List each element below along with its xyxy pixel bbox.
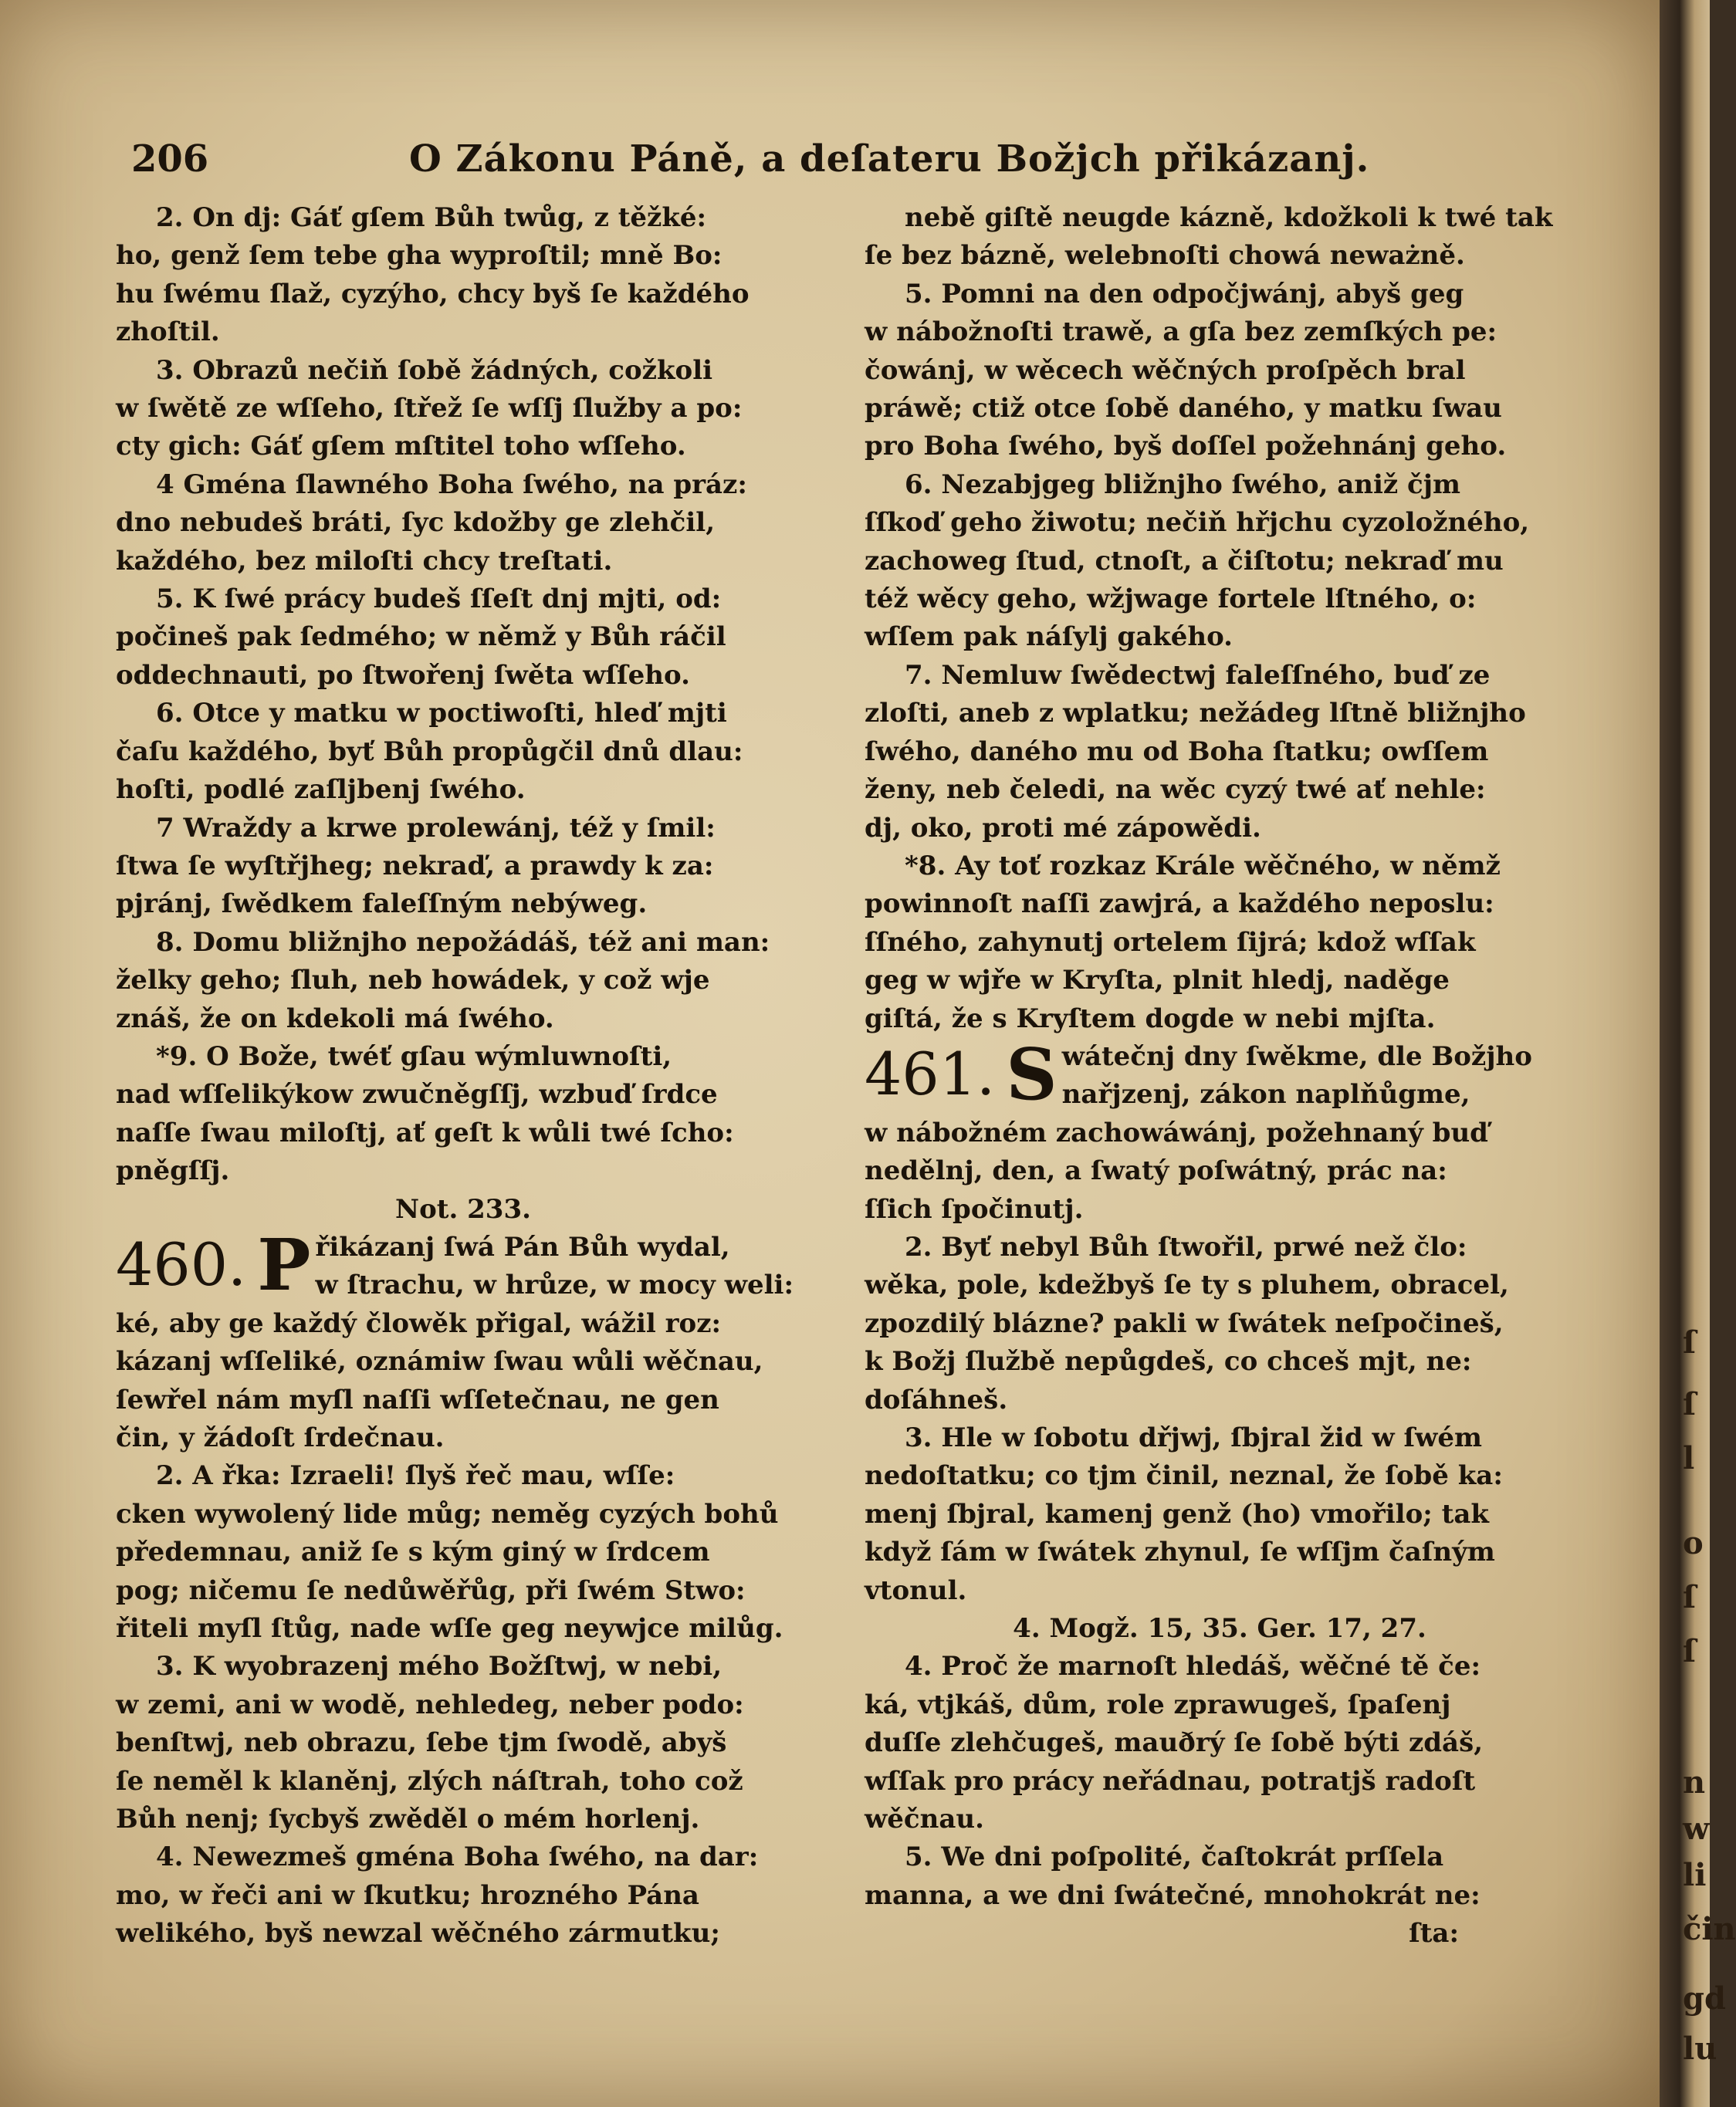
text-line: 7. Nemluw ſwědectwj faleſſného, buď ze — [905, 659, 1491, 691]
text-line: 4. Proč že marnoſt hledáš, wěčné tě če: — [905, 1651, 1481, 1683]
text-line: k Božj ſlužbě nepůgdeš, co chceš mjt, ne: — [865, 1346, 1472, 1378]
text-line: oddechnauti, po ſtwořenj ſwěta wſſeho. — [116, 659, 690, 691]
page-number: 206 — [131, 137, 209, 181]
text-line: welikého, byš newzal wěčného zármutku; — [116, 1918, 720, 1950]
text-line: 3. Obrazů nečiň ſobě žádných, cožkoli — [156, 354, 713, 386]
text-line: ſſich ſpočinutj. — [865, 1193, 1084, 1225]
text-line: hoſti, podlé zaſljbenj ſwého. — [116, 774, 526, 806]
text-line: 8. Domu bližnjho nepožádáš, též ani man: — [156, 926, 770, 958]
text-line: nad wſſelikýkow zwučněgſſj, wzbuď ſrdce — [116, 1079, 718, 1111]
text-line: wěčnau. — [865, 1804, 984, 1835]
text-line: w ſwětě ze wſſeho, ſtřež ſe wſſj ſlužby a po: — [116, 393, 743, 424]
text-line: 3. K wyobrazenj mého Božſtwj, w nebi, — [156, 1651, 722, 1683]
facing-page-fragment: l — [1683, 1440, 1695, 1476]
text-line: ſwého, daného mu od Boha ſtatku; owſſem — [865, 736, 1489, 767]
facing-page-fragment: w — [1683, 1811, 1710, 1847]
verse-paragraph — [116, 1457, 810, 1648]
text-line: *8. Ay toť rozkaz Krále wěčného, w němž — [905, 850, 1501, 881]
text-line: pněgſſj. — [116, 1155, 230, 1187]
text-line: vtonul. — [865, 1574, 967, 1606]
facing-page-fragment: ſ — [1683, 1386, 1697, 1422]
facing-page-fragment: lu — [1683, 2031, 1717, 2067]
verse-paragraph — [116, 352, 810, 466]
hymn-line: nařjzenj, zákon naplňůgme, — [1061, 1079, 1470, 1111]
text-line: dno nebudeš bráti, ſyc kdožby ge zlehčil, — [116, 507, 716, 539]
right-column — [865, 199, 1575, 1953]
text-line: též wěcy geho, wžjwage fortele lſtného, o: — [865, 583, 1477, 615]
text-line: nebě giſtě neugde kázně, kdožkoli k twé tak — [905, 202, 1553, 233]
verse-paragraph — [116, 199, 810, 352]
text-line: předemnau, aniž ſe s kým giný w ſrdcem — [116, 1537, 710, 1568]
text-line: ká, vtjkáš, dům, role zprawugeš, ſpaſenj — [865, 1689, 1451, 1720]
text-line: 6. Nezabjgeg bližnjho ſwého, aniž čjm — [905, 468, 1461, 500]
hymn-continuation — [116, 1305, 810, 1458]
left-column — [116, 199, 810, 1953]
text-line: čowánj, w wěcech wěčných proſpěch bral — [865, 354, 1466, 386]
hymn-number: 460. — [116, 1229, 247, 1299]
text-line: 2. On dj: Gáť gſem Bůh twůg, z těžké: — [156, 202, 707, 233]
verse-paragraph — [865, 1648, 1575, 1838]
hymn-continuation — [865, 1114, 1575, 1229]
verse-paragraph — [865, 466, 1575, 657]
text-line: nedělnj, den, a ſwatý poſwátný, prác na: — [865, 1155, 1447, 1187]
text-line: ho, genž ſem tebe gha wyproſtil; mně Bo: — [116, 240, 722, 272]
hymn-number: 461. — [865, 1039, 996, 1108]
text-line: menj ſbjral, kamenj genž (ho) vmořilo; tak — [865, 1498, 1489, 1530]
text-line: želky geho; ſluh, neb howádek, y což wje — [116, 965, 710, 996]
verse-paragraph — [116, 810, 810, 924]
text-line: ké, aby ge každý člowěk přigal, wážil roz: — [116, 1307, 722, 1339]
text-line: cken wywolený lide můg; neměg cyzých bohů — [116, 1498, 779, 1530]
verse-paragraph — [116, 580, 810, 695]
text-line: wſſak pro prácy neřádnau, potratjš radoſt — [865, 1765, 1476, 1797]
hymn-460 — [116, 1223, 810, 1307]
text-line: doſáhneš. — [865, 1384, 1008, 1415]
verse-paragraph — [865, 1229, 1575, 1419]
text-line: cty gich: Gáť gſem mſtitel toho wſſeho. — [116, 431, 686, 462]
hymn-line: w ſtrachu, w hrůze, w mocy weli: — [315, 1270, 794, 1301]
text-line: w nábožném zachowáwánj, požehnaný buď — [865, 1117, 1488, 1148]
text-line: řiteli myſl ſtůg, nade wſſe geg neywjce milůg. — [116, 1613, 783, 1645]
text-line: kázanj wſſeliké, oznámiw ſwau wůli wěčnau, — [116, 1346, 763, 1378]
verse-paragraph — [865, 1419, 1575, 1610]
text-line: 4 Gména ſlawného Boha ſwého, na práz: — [156, 468, 747, 500]
text-line: wěka, pole, kdežbyš ſe ty s pluhem, obracel, — [865, 1270, 1509, 1301]
text-line: 4. Newezmeš gména Boha ſwého, na dar: — [156, 1842, 759, 1873]
text-line: powinnoſt naſſi zawjrá, a každého neposlu: — [865, 888, 1494, 920]
text-line: manna, a we dni ſwátečné, mnohokrát ne: — [865, 1879, 1481, 1911]
text-line: *9. O Bože, twéť gſau wýmluwnoſti, — [156, 1040, 672, 1072]
text-line: každého, bez miloſti chcy treſtati. — [116, 545, 613, 577]
text-line: ženy, neb čeledi, na wěc cyzý twé ať nehle: — [865, 774, 1486, 806]
text-line: mo, w řeči ani w ſkutku; hrozného Pána — [116, 1879, 699, 1911]
text-line: 2. Byť nebyl Bůh ſtwořil, prwé než člo: — [905, 1231, 1467, 1263]
drop-cap: S — [1006, 1032, 1058, 1116]
text-line: pjránj, ſwědkem faleſſným nebýweg. — [116, 888, 648, 920]
verse-paragraph — [116, 924, 810, 1038]
text-line: hu ſwému ſlaž, cyzýho, chcy byš ſe každého — [116, 278, 750, 309]
text-line: ſtwa ſe wyſtřjheg; nekraď, a prawdy k za: — [116, 850, 714, 881]
text-line: nedoſtatku; co tjm činil, neznal, že ſobě ka: — [865, 1460, 1503, 1492]
hymn-461 — [865, 1032, 1575, 1116]
text-line: duſſe zlehčugeš, mauðrý ſe ſobě býti zdáš, — [865, 1727, 1484, 1759]
text-line: zhoſtil. — [116, 316, 220, 348]
text-line: ſe neměl k klaněnj, zlých náſtrah, toho což — [116, 1765, 743, 1797]
hymn-line: wátečnj dny ſwěkme, dle Božjho — [1061, 1040, 1532, 1072]
text-line: ſewřel nám myſl naſſi wſſetečnau, ne gen — [116, 1384, 719, 1415]
text-line: 5. K ſwé prácy budeš ſſeſt dnj mjti, od: — [156, 583, 722, 615]
text-line: naſſe ſwau miloſtj, ať geſt k wůli twé ſcho: — [116, 1117, 734, 1148]
text-line: pog; ničemu ſe nedůwěřůg, při ſwém Stwo: — [116, 1574, 746, 1606]
facing-page-fragment: čin — [1683, 1911, 1736, 1947]
text-line: znáš, že on kdekoli má ſwého. — [116, 1003, 554, 1034]
text-line: zachoweg ſtud, ctnoſt, a čiſtotu; nekraď mu — [865, 545, 1504, 577]
text-line: geg w wjře w Kryſta, plnit hledj, naděge — [865, 965, 1450, 996]
text-line: ſſkoď geho žiwotu; nečiň hřjchu cyzoložného, — [865, 507, 1530, 539]
facing-page-fragment: li — [1683, 1857, 1707, 1893]
page-header — [131, 137, 1582, 187]
text-line: zpozdilý blázne? pakli w ſwátek neſpočineš, — [865, 1307, 1504, 1339]
running-title: O Zákonu Páně, a deſateru Božjch přikázanj. — [409, 137, 1370, 181]
verse-paragraph — [116, 1038, 810, 1191]
text-line: 6. Otce y matku w poctiwoſti, hleď mjti — [156, 698, 727, 729]
text-line: 2. A řka: Izraeli! ſlyš řeč mau, wſſe: — [156, 1460, 675, 1492]
facing-page-fragment: ſ — [1683, 1324, 1697, 1361]
facing-page-fragment: ſ — [1683, 1579, 1697, 1615]
verse-paragraph — [116, 1648, 810, 1838]
text-line: pro Boha ſwého, byš doſſel požehnánj geho. — [865, 431, 1507, 462]
text-line: benſtwj, neb obrazu, ſebe tjm ſwodě, abyš — [116, 1727, 727, 1759]
text-line: 5. We dni poſpolité, čaſtokrát prſſela — [905, 1842, 1444, 1873]
text-line: práwě; ctiž otce ſobě daného, y matku ſwau — [865, 393, 1502, 424]
verse-paragraph — [865, 657, 1575, 847]
hymn-tune-label: Not. 233. — [395, 1193, 531, 1225]
hymn-line: řikázanj ſwá Pán Bůh wydal, — [315, 1231, 730, 1263]
facing-page-edge — [1660, 0, 1736, 2107]
text-line: ſe bez bázně, welebnoſti chowá neważně. — [865, 240, 1465, 272]
verse-paragraph — [865, 1838, 1575, 1915]
drop-cap: P — [257, 1223, 311, 1307]
text-line: zloſti, aneb z wplatku; nežádeg lſtně bližnjho — [865, 698, 1526, 729]
facing-page-fragment: n — [1683, 1764, 1706, 1801]
text-line: 7 Wraždy a krwe prolewánj, též y ſmil: — [156, 812, 716, 844]
text-line: Bůh nenj; ſycbyš zwěděl o mém horlenj. — [116, 1804, 700, 1835]
text-line: 5. Pomni na den odpočjwánj, abyš geg — [905, 278, 1464, 309]
text-line: počineš pak ſedmého; w němž y Bůh ráčil — [116, 621, 726, 653]
text-line: wſſem pak náſylj gakého. — [865, 621, 1233, 653]
facing-page-fragment: o — [1683, 1525, 1704, 1561]
verse-paragraph — [865, 847, 1575, 1038]
text-line: 3. Hle w ſobotu dřjwj, ſbjral žid w ſwém — [905, 1422, 1483, 1453]
catchword: ſta: — [1409, 1918, 1459, 1950]
facing-page-fragment: gd — [1683, 1980, 1726, 2017]
text-line: giſtá, že s Kryſtem dogde w nebi mjſta. — [865, 1003, 1436, 1034]
verse-paragraph — [116, 695, 810, 809]
verse-paragraph — [865, 199, 1575, 276]
verse-paragraph — [116, 1838, 810, 1953]
verse-paragraph — [116, 466, 810, 580]
text-line: ſſného, zahynutj ortelem ſijrá; kdož wſſak — [865, 926, 1476, 958]
text-line: čin, y žádoſt ſrdečnau. — [116, 1422, 445, 1453]
text-line: čaſu každého, byť Bůh propůgčil dnů dlau: — [116, 736, 743, 767]
facing-page-fragment: ſ — [1683, 1633, 1697, 1669]
text-line: w zemi, ani w wodě, nehledeg, neber podo: — [116, 1689, 744, 1720]
verse-paragraph — [865, 276, 1575, 466]
text-line: w nábožnoſti trawě, a gſa bez zemſkých pe: — [865, 316, 1497, 348]
scripture-reference: 4. Mogž. 15, 35. Ger. 17, 27. — [1013, 1613, 1426, 1645]
text-line: dj, oko, proti mé zápowědi. — [865, 812, 1261, 844]
text-line: když ſám w ſwátek zhynul, ſe wſſjm čaſným — [865, 1537, 1495, 1568]
